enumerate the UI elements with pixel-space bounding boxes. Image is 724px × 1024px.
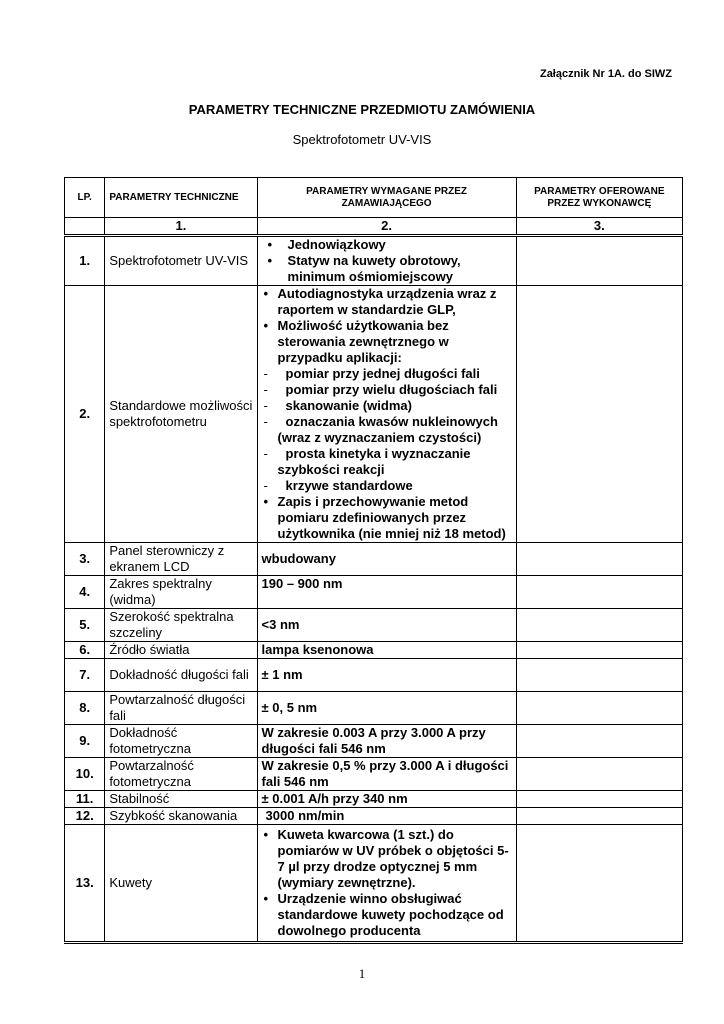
- row-offered[interactable]: [516, 808, 682, 825]
- document-subtitle: Spektrofotometr UV-VIS: [292, 132, 432, 147]
- row-lp: 1.: [65, 236, 105, 286]
- row-param: Źródło światła: [105, 642, 257, 659]
- row-required: lampa ksenonowa: [257, 642, 516, 659]
- row-required: 3000 nm/min: [257, 808, 516, 825]
- row-offered[interactable]: [516, 236, 682, 286]
- row-offered[interactable]: [516, 609, 682, 642]
- row-param: Stabilność: [105, 791, 257, 808]
- column-number-row: [65, 218, 683, 236]
- table-row: [65, 725, 683, 758]
- table-header-row: [65, 178, 683, 218]
- annex-label: Załącznik Nr 1A. do SIWZ: [539, 68, 672, 80]
- row-required: [257, 286, 516, 543]
- list-item: • Możliwość użytkowania bez sterowania zewnętrznego w przypadku aplikacji:: [262, 318, 512, 366]
- page-number: 1: [358, 966, 366, 981]
- header-lp: LP.: [65, 178, 105, 218]
- row-offered[interactable]: [516, 286, 682, 543]
- row-param: Szerokość spektralna szczeliny: [105, 609, 257, 642]
- row-required: 190 – 900 nm: [257, 576, 516, 609]
- row-lp: 7.: [65, 659, 105, 692]
- table-row: [65, 609, 683, 642]
- table-row: [65, 642, 683, 659]
- list-item: • Jednowiązkowy: [266, 237, 512, 253]
- parameters-table: [64, 177, 683, 944]
- row-lp: 2.: [65, 286, 105, 543]
- row-param: Powtarzalność fotometryczna: [105, 758, 257, 791]
- row-lp: 10.: [65, 758, 105, 791]
- list-item: - pomiar przy jednej długości fali: [262, 366, 512, 382]
- table-row: [65, 543, 683, 576]
- table-row: [65, 791, 683, 808]
- list-item: - oznaczania kwasów nukleinowych (wraz z wyznaczaniem czystości): [262, 414, 512, 446]
- row-lp: 6.: [65, 642, 105, 659]
- row-param: Dokładność fotometryczna: [105, 725, 257, 758]
- column-number-blank: [65, 218, 105, 236]
- row-required: W zakresie 0.003 A przy 3.000 A przy długości fali 546 nm: [257, 725, 516, 758]
- list-item: • Statyw na kuwety obrotowy, minimum ośmiomiejscowy: [266, 253, 512, 285]
- row-offered[interactable]: [516, 791, 682, 808]
- table-row: [65, 808, 683, 825]
- row-param: Panel sterowniczy z ekranem LCD: [105, 543, 257, 576]
- column-number-2: 2.: [257, 218, 516, 236]
- header-offered-params: PARAMETRY OFEROWANE PRZEZ WYKONAWCĘ: [516, 178, 682, 218]
- table-row: [65, 576, 683, 609]
- row-required: wbudowany: [257, 543, 516, 576]
- list-item: • Urządzenie winno obsługiwać standardowe kuwety pochodzące od dowolnego producenta: [262, 891, 512, 939]
- row-offered[interactable]: [516, 543, 682, 576]
- table-row: [65, 286, 683, 543]
- row-offered[interactable]: [516, 692, 682, 725]
- row-lp: 8.: [65, 692, 105, 725]
- row-offered[interactable]: [516, 825, 682, 943]
- column-number-3: 3.: [516, 218, 682, 236]
- row-lp: 9.: [65, 725, 105, 758]
- row-required: ± 1 nm: [257, 659, 516, 692]
- row-required: [257, 825, 516, 943]
- row-offered[interactable]: [516, 576, 682, 609]
- document-title: PARAMETRY TECHNICZNE PRZEDMIOTU ZAMÓWIENIA: [188, 102, 536, 117]
- row-param: Dokładność długości fali: [105, 659, 257, 692]
- table-row: [65, 692, 683, 725]
- row-lp: 5.: [65, 609, 105, 642]
- table-row: [65, 825, 683, 943]
- row-lp: 3.: [65, 543, 105, 576]
- table-row: [65, 758, 683, 791]
- list-item: • Zapis i przechowywanie metod pomiaru zdefiniowanych przez użytkownika (nie mniej niż 18 metod): [262, 494, 512, 542]
- row-lp: 4.: [65, 576, 105, 609]
- list-item: - skanowanie (widma): [262, 398, 512, 414]
- column-number-1: 1.: [105, 218, 257, 236]
- row-offered[interactable]: [516, 725, 682, 758]
- row-param: Zakres spektralny (widma): [105, 576, 257, 609]
- table-row: [65, 236, 683, 286]
- row-param: Kuwety: [105, 825, 257, 943]
- row-param: Szybkość skanowania: [105, 808, 257, 825]
- row-lp: 11.: [65, 791, 105, 808]
- row-required: W zakresie 0,5 % przy 3.000 A i długości fali 546 nm: [257, 758, 516, 791]
- list-item: • Autodiagnostyka urządzenia wraz z raportem w standardzie GLP,: [262, 286, 512, 318]
- row-param: Spektrofotometr UV-VIS: [105, 236, 257, 286]
- row-param: Standardowe możliwości spektrofotometru: [105, 286, 257, 543]
- list-item: - krzywe standardowe: [262, 478, 512, 494]
- row-offered[interactable]: [516, 758, 682, 791]
- list-item: - pomiar przy wielu długościach fali: [262, 382, 512, 398]
- row-required: ± 0.001 A/h przy 340 nm: [257, 791, 516, 808]
- row-required: [257, 236, 516, 286]
- row-offered[interactable]: [516, 659, 682, 692]
- row-required: ± 0, 5 nm: [257, 692, 516, 725]
- list-item: - prosta kinetyka i wyznaczanie szybkości reakcji: [262, 446, 512, 478]
- row-lp: 12.: [65, 808, 105, 825]
- list-item: • Kuweta kwarcowa (1 szt.) do pomiarów w UV próbek o objętości 5-7 µl przy drodze optycznej 5 mm (wymiary zewnętrzne).: [262, 827, 512, 891]
- header-required-params: PARAMETRY WYMAGANE PRZEZ ZAMAWIAJĄCEGO: [257, 178, 516, 218]
- row-offered[interactable]: [516, 642, 682, 659]
- table-row: [65, 659, 683, 692]
- row-param: Powtarzalność długości fali: [105, 692, 257, 725]
- header-technical-params: PARAMETRY TECHNICZNE: [105, 178, 257, 218]
- row-lp: 13.: [65, 825, 105, 943]
- row-required: <3 nm: [257, 609, 516, 642]
